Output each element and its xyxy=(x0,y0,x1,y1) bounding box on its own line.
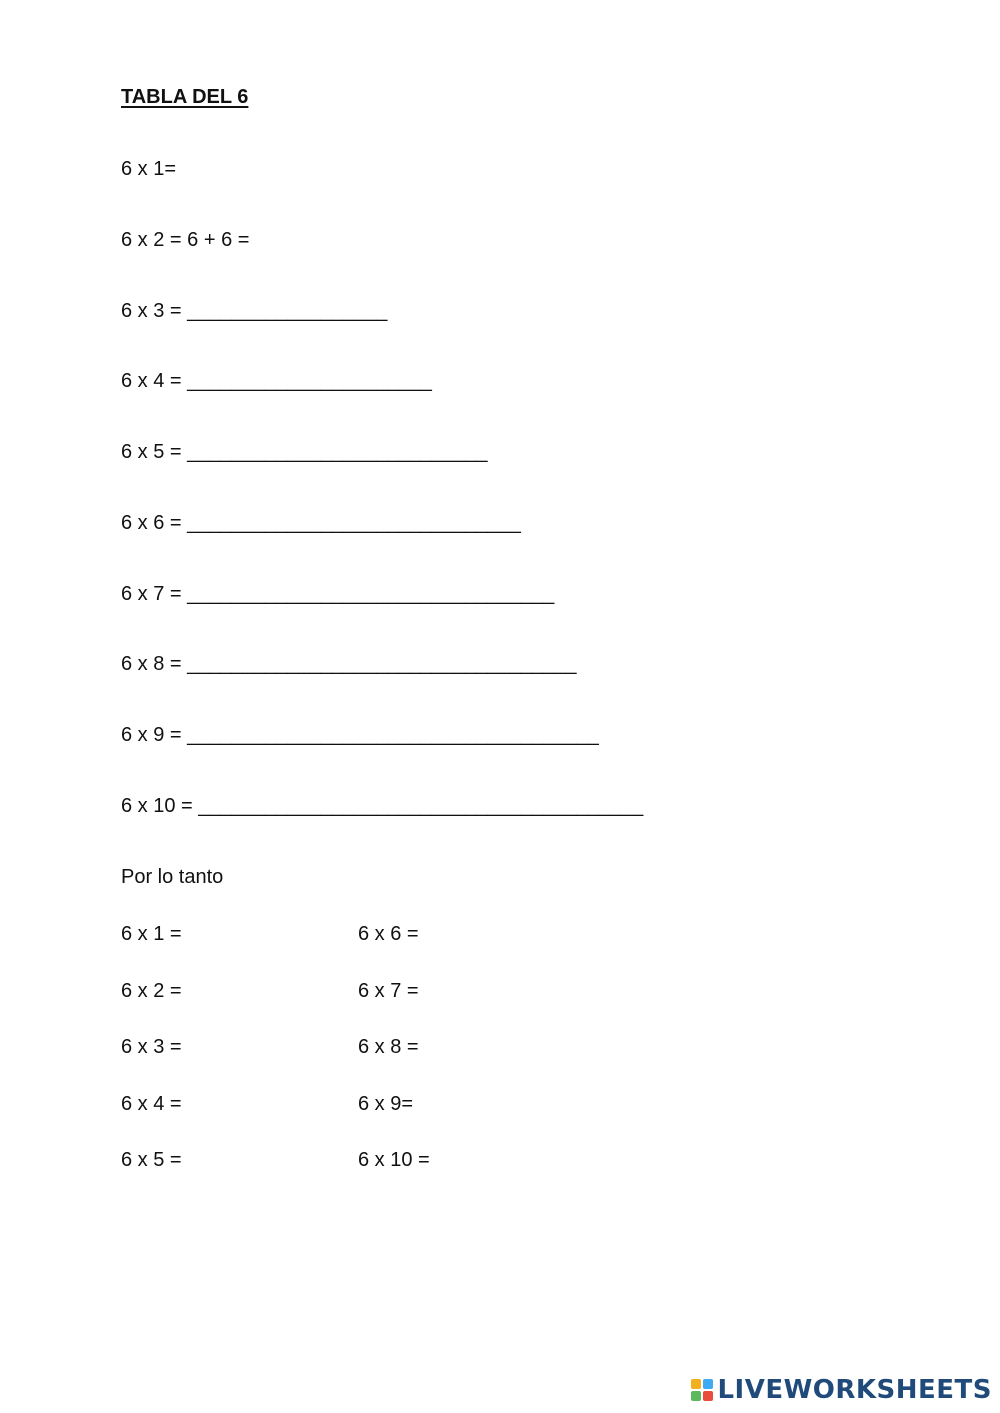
worksheet-title: TABLA DEL 6 xyxy=(121,86,249,108)
summary-right-1: 6 x 6 = xyxy=(358,923,419,945)
summary-right-5: 6 x 10 = xyxy=(358,1149,430,1171)
exercise-line-2: 6 x 2 = 6 + 6 = xyxy=(121,229,250,251)
exercise-line-8: 6 x 8 = ___________________________________ xyxy=(121,653,577,675)
exercise-line-7: 6 x 7 = _________________________________ xyxy=(121,583,555,605)
exercise-line-9: 6 x 9 = _____________________________________ xyxy=(121,724,599,746)
logo-text: LIVEWORKSHEETS xyxy=(717,1375,992,1405)
summary-left-5: 6 x 5 = xyxy=(121,1149,182,1171)
logo-square-1 xyxy=(691,1379,701,1389)
liveworksheets-logo xyxy=(691,1375,992,1405)
summary-left-1: 6 x 1 = xyxy=(121,923,182,945)
logo-square-4 xyxy=(703,1391,713,1401)
conclusion-label: Por lo tanto xyxy=(121,866,224,888)
exercise-line-4: 6 x 4 = ______________________ xyxy=(121,370,432,392)
logo-square-3 xyxy=(691,1391,701,1401)
exercise-line-10: 6 x 10 = ________________________________________ xyxy=(121,795,644,817)
exercise-line-1: 6 x 1= xyxy=(121,158,177,180)
summary-left-2: 6 x 2 = xyxy=(121,980,182,1002)
exercise-line-5: 6 x 5 = ___________________________ xyxy=(121,441,488,463)
logo-mark-icon xyxy=(691,1379,713,1401)
summary-right-3: 6 x 8 = xyxy=(358,1036,419,1058)
summary-right-2: 6 x 7 = xyxy=(358,980,419,1002)
exercise-line-3: 6 x 3 = __________________ xyxy=(121,300,388,322)
summary-right-4: 6 x 9= xyxy=(358,1093,414,1115)
logo-square-2 xyxy=(703,1379,713,1389)
summary-left-4: 6 x 4 = xyxy=(121,1093,182,1115)
summary-left-3: 6 x 3 = xyxy=(121,1036,182,1058)
exercise-line-6: 6 x 6 = ______________________________ xyxy=(121,512,521,534)
